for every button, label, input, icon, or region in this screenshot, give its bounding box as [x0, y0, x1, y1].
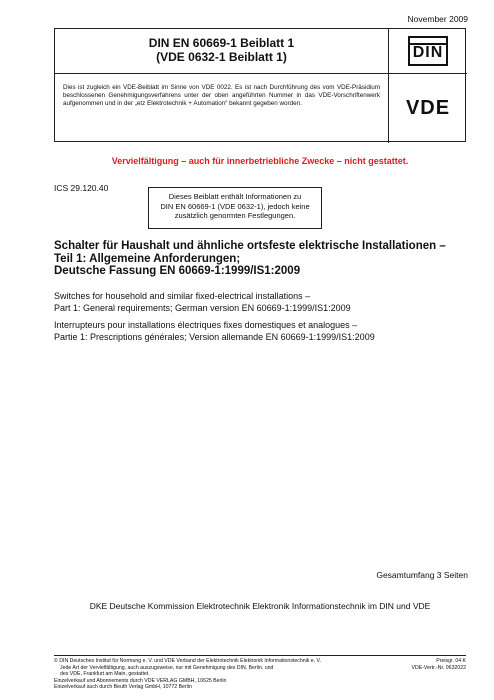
info-line-1: Dieses Beiblatt enthält Informationen zu: [168, 192, 302, 201]
footer-line-1: © DIN Deutsches Institut für Normung e. V. und VDE Verband der Elektrotechnik Elektronik Informationstechnik e. V.: [54, 658, 321, 664]
dke-line: DKE Deutsche Kommission Elektrotechnik Elektronik Informationstechnik im DIN und VDE: [89, 601, 431, 611]
title-de-line-1: Schalter für Haushalt und ähnliche ortsfeste elektrische Installationen –: [54, 240, 446, 252]
din-logo-cell: [389, 29, 467, 74]
publication-date: November 2009: [407, 14, 468, 24]
total-pages: Gesamtumfang 3 Seiten: [376, 570, 468, 580]
price-group: Preisgr. 04 K: [436, 658, 466, 664]
title-de-line-2: Teil 1: Allgemeine Anforderungen;: [54, 252, 241, 265]
footer-line-2: Jede Art der Vervielfältigung, auch auszugsweise, nur mit Genehmigung des DIN, Berlin, und: [60, 664, 274, 671]
title-de-line-3: Deutsche Fassung EN 60669-1:1999/IS1:2009: [54, 265, 301, 277]
standard-title-block: [55, 29, 389, 74]
ics-code: ICS 29.120.40: [54, 183, 109, 193]
footer-copyright: [54, 658, 384, 691]
footer-line-5: Einzelverkauf auch durch Beuth Verlag GmbH, 10772 Berlin: [54, 684, 192, 691]
order-number: VDE-Vertr.-Nr. 0632022: [411, 664, 466, 671]
vde-logo-cell: [389, 74, 467, 143]
din-logo-text: DIN: [412, 44, 444, 61]
title-en-line-2: Part 1: General requirements; German version EN 60669-1:1999/IS1:2009: [54, 302, 351, 313]
standard-number: DIN EN 60669-1 Beiblatt 1: [148, 36, 295, 50]
title-fr-line-1: Interrupteurs pour installations électriques fixes domestiques et analogues –: [54, 320, 358, 330]
title-fr-line-2: Partie 1: Prescriptions générales; Version allemande EN 60669-1:1999/IS1:2009: [54, 331, 375, 342]
vde-note: Dies ist zugleich ein VDE-Beiblatt im Sinne von VDE 0022. Es ist nach Durchführung des vom VDE-Präsidium beschlossenen Genehmigungsverfahrens unter der oben angeführten Nummer in das VDE-Vorschriftenwerk aufgenommen und in der „etz Elektrotechnik + Automation“ bekannt gegeben worden.: [55, 74, 389, 143]
footer: [54, 655, 466, 691]
info-line-3: zusätzlich genormten Festlegungen.: [174, 211, 296, 220]
din-logo-icon: [408, 36, 448, 66]
footer-line-3: des VDE, Frankfurt am Main, gestattet.: [60, 671, 150, 678]
info-box: [148, 187, 322, 229]
title-en-line-1: Switches for household and similar fixed-electrical installations –: [54, 291, 311, 301]
footer-line-4: Einzelverkauf und Abonnements durch VDE VERLAG GMBH, 10625 Berlin: [54, 677, 227, 684]
reproduction-notice: Vervielfältigung – auch für innerbetriebliche Zwecke – nicht gestattet.: [111, 156, 409, 166]
vde-logo-icon: VDE: [405, 97, 451, 119]
info-line-2: DIN EN 60669-1 (VDE 0632-1), jedoch keine: [160, 201, 310, 211]
title-english: [54, 291, 474, 314]
header-box: [54, 28, 466, 142]
footer-price-info: [412, 658, 467, 671]
title-french: [54, 320, 474, 343]
vde-number: (VDE 0632-1 Beiblatt 1): [156, 50, 287, 64]
title-german: [54, 240, 474, 278]
